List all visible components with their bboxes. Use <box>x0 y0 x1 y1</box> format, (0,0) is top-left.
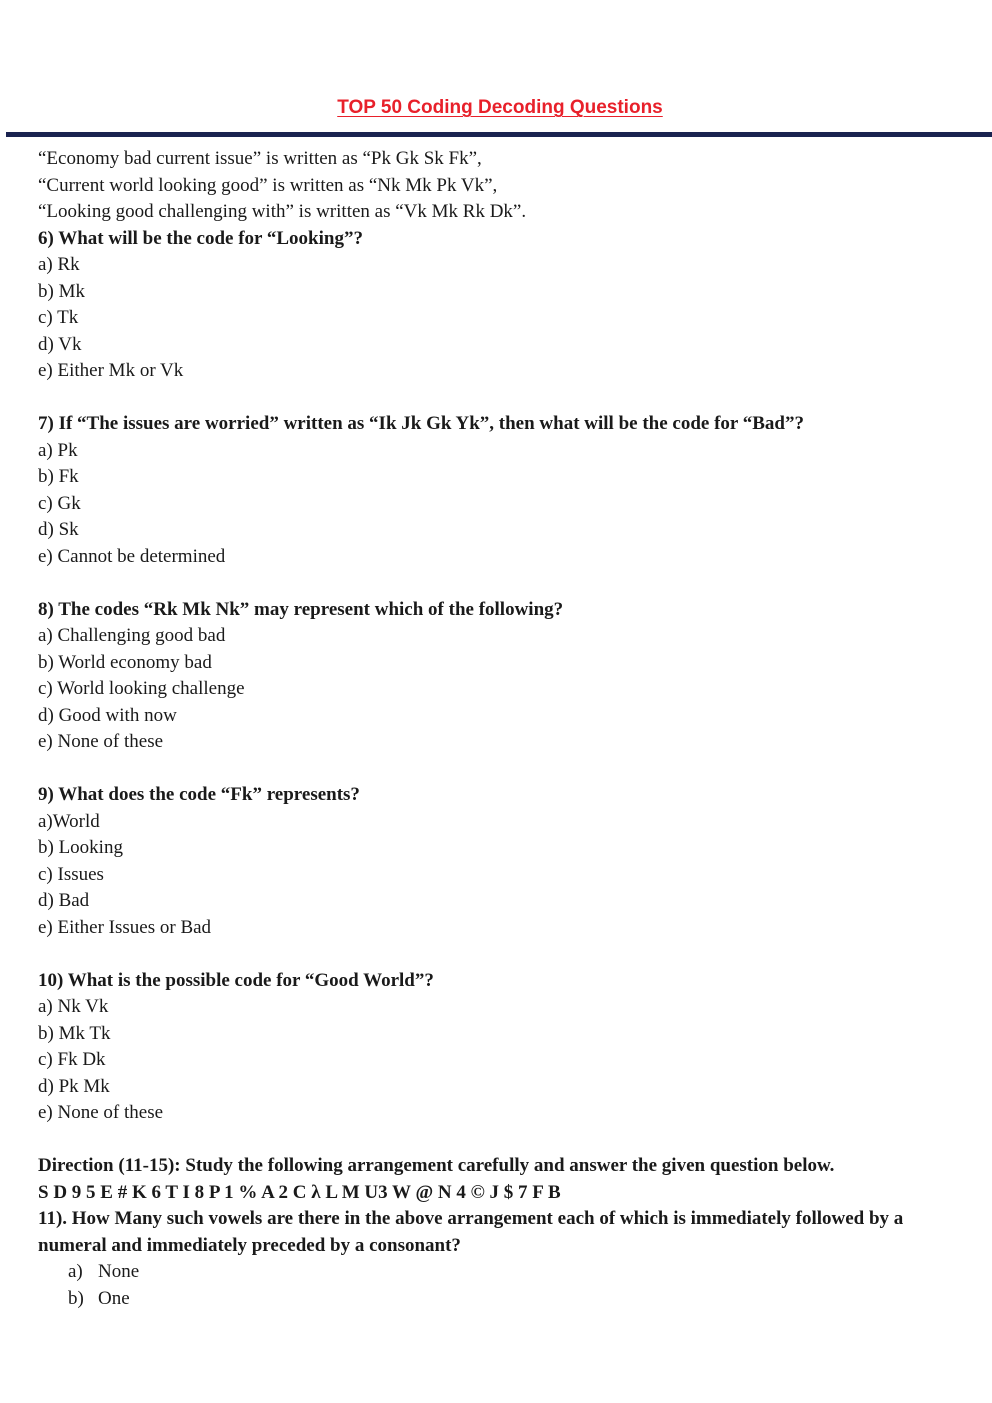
option: a)World <box>38 810 100 832</box>
option: d) Vk <box>38 333 82 355</box>
option <box>68 1259 968 1286</box>
option: e) Cannot be determined <box>38 545 226 567</box>
option: b) Looking <box>38 837 123 858</box>
option <box>68 1286 968 1313</box>
question-6: 6) What will be the code for “Looking”? <box>38 227 363 249</box>
option: d) Pk Mk <box>38 1075 110 1097</box>
option: b) Mk Tk <box>38 1022 111 1044</box>
question-9: 9) What does the code “Fk” represents? <box>38 784 360 805</box>
intro-line: “Looking good challenging with” is written as “Vk Mk Rk Dk”. <box>38 201 527 222</box>
option: a) Pk <box>38 439 78 461</box>
option: e) Either Issues or Bad <box>38 916 212 938</box>
option-text: None <box>98 1261 140 1282</box>
option: d) Bad <box>38 890 90 911</box>
option-text: One <box>98 1287 130 1309</box>
option: a) Challenging good bad <box>38 625 226 646</box>
option: b) World economy bad <box>38 651 212 673</box>
question-11: 11). How Many such vowels are there in the above arrangement each of which is immediately followed by a numeral and immediately preceded by a consonant? <box>38 1208 904 1256</box>
question-7: 7) If “The issues are worried” written as “Ik Jk Gk Yk”, then what will be the code for “Bad”? <box>38 413 804 434</box>
option: e) None of these <box>38 1102 164 1123</box>
intro-line: “Economy bad current issue” is written as “Pk Gk Sk Fk”, <box>38 148 482 169</box>
document-body <box>38 146 968 1312</box>
option-list <box>38 1259 968 1312</box>
option: a) Rk <box>38 254 80 275</box>
question-10: 10) What is the possible code for “Good World”? <box>38 969 434 991</box>
option: c) Issues <box>38 863 104 885</box>
option: d) Sk <box>38 519 79 540</box>
option: b) Fk <box>38 466 79 487</box>
question-8: 8) The codes “Rk Mk Nk” may represent which of the following? <box>38 598 564 620</box>
option: b) Mk <box>38 280 85 302</box>
option: a) Nk Vk <box>38 996 109 1017</box>
option: c) World looking challenge <box>38 678 245 699</box>
page-title: TOP 50 Coding Decoding Questions <box>337 97 663 118</box>
option: c) Gk <box>38 492 81 514</box>
option: e) None of these <box>38 731 164 752</box>
header-divider <box>6 132 992 137</box>
option: c) Fk Dk <box>38 1049 106 1070</box>
option: e) Either Mk or Vk <box>38 360 184 381</box>
arrangement: S D 9 5 E # K 6 T I 8 P 1 % A 2 C λ L M U3 W @ N 4 © J $ 7 F B <box>38 1181 561 1203</box>
option: d) Good with now <box>38 704 177 726</box>
intro-line: “Current world looking good” is written as “Nk Mk Pk Vk”, <box>38 174 498 196</box>
option: c) Tk <box>38 307 79 328</box>
option-letter: b) <box>68 1287 84 1309</box>
option-letter: a) <box>68 1261 83 1282</box>
direction-heading: Direction (11-15): Study the following arrangement carefully and answer the given question below. <box>38 1155 835 1176</box>
